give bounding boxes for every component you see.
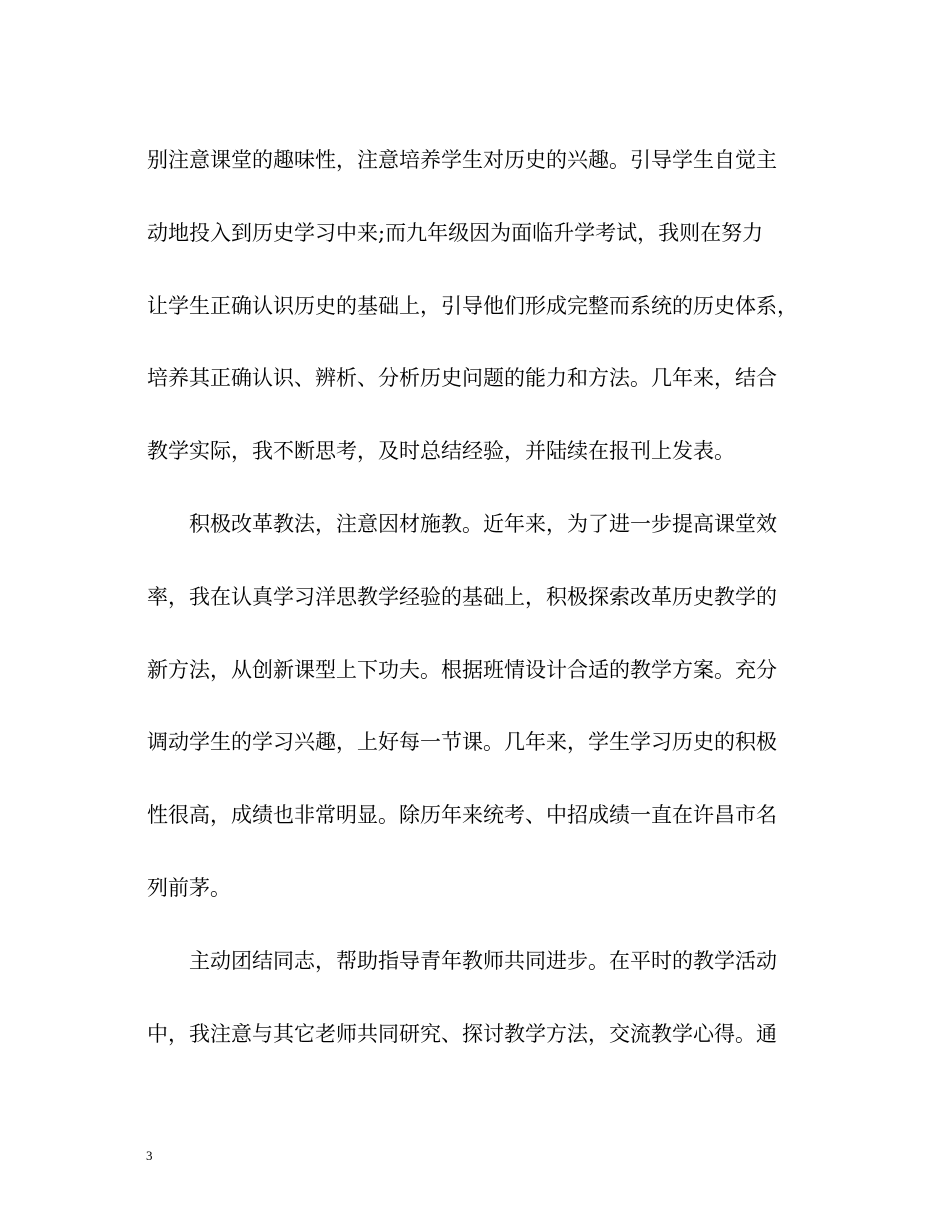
text-line: 列前茅。 [147, 875, 231, 900]
paragraph-start-line: 积极改革教法，注意因材施教。近年来，为了进一步提高课堂效 [189, 511, 777, 536]
text-line: 培养其正确认识、辨析、分析历史问题的能力和方法。几年来，结合 [147, 366, 777, 391]
text-line: 性很高，成绩也非常明显。除历年来统考、中招成绩一直在许昌市名 [147, 803, 777, 828]
text-line: 教学实际，我不断思考，及时总结经验，并陆续在报刊上发表。 [147, 439, 735, 464]
text-line: 新方法，从创新课型上下功夫。根据班情设计合适的教学方案。充分 [147, 657, 777, 682]
text-line: 让学生正确认识历史的基础上，引导他们形成完整而系统的历史体系， [147, 293, 798, 318]
text-line: 中，我注意与其它老师共同研究、探讨教学方法，交流教学心得。通 [147, 1021, 777, 1046]
text-line: 动地投入到历史学习中来;而九年级因为面临升学考试，我则在努力 [147, 220, 764, 245]
text-line: 别注意课堂的趣味性，注意培养学生对历史的兴趣。引导学生自觉主 [147, 148, 777, 172]
page-number: 3 [146, 1148, 153, 1163]
text-line: 率，我在认真学习洋思教学经验的基础上，积极探索改革历史教学的 [147, 584, 777, 609]
body-text [147, 140, 807, 1086]
text-line: 调动学生的学习兴趣，上好每一节课。几年来，学生学习历史的积极 [147, 730, 777, 755]
paragraph-start-line: 主动团结同志，帮助指导青年教师共同进步。在平时的教学活动 [189, 948, 777, 973]
